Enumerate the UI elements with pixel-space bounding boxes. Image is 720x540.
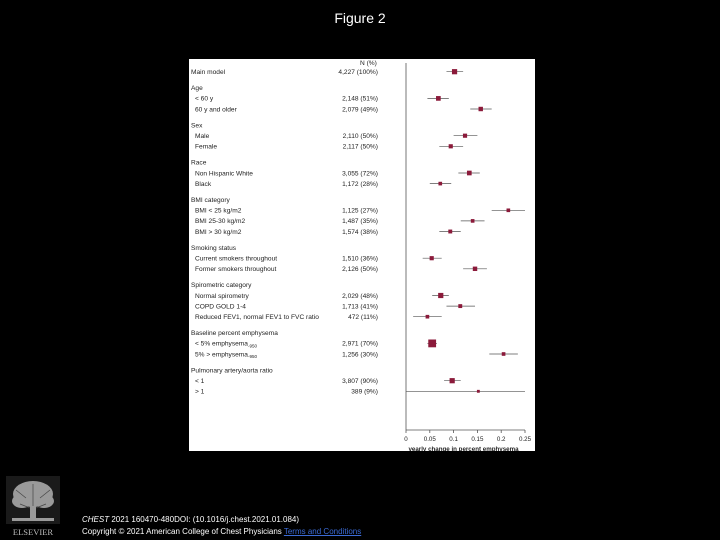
elsevier-logo (6, 476, 60, 538)
row-n-value: 1,256 (30%) (342, 351, 378, 359)
row-label: BMI < 25 kg/m2 (195, 207, 242, 215)
row-label: Former smokers throughout (195, 266, 277, 274)
x-tick-label: 0.15 (471, 436, 484, 443)
row-n-value: 2,148 (51%) (342, 95, 378, 103)
group-title: Pulmonary artery/aorta ratio (191, 367, 273, 375)
row-n-value: 1,510 (36%) (342, 255, 378, 263)
point-estimate (438, 293, 443, 298)
point-estimate (507, 208, 511, 212)
group-title: Age (191, 85, 203, 93)
group-title: Race (191, 159, 207, 167)
row-label: Non Hispanic White (195, 170, 253, 178)
group-title: Baseline percent emphysema (191, 330, 278, 338)
row-n-value: 1,487 (35%) (342, 218, 378, 226)
row-label-subscript: -950 (247, 354, 257, 360)
point-estimate (467, 171, 472, 176)
journal-name: CHEST (82, 515, 110, 524)
row-n-value: 2,117 (50%) (342, 143, 378, 151)
citation-doi: 2021 160470-480DOI: (10.1016/j.chest.2021.01.084) (109, 515, 300, 524)
x-tick-label: 0.1 (449, 436, 458, 443)
row-label: Current smokers throughout (195, 255, 278, 263)
row-n-value: 1,125 (27%) (342, 207, 378, 215)
row-n-value: 389 (9%) (351, 388, 378, 396)
point-estimate (471, 219, 475, 223)
point-estimate (436, 96, 441, 101)
point-estimate (479, 107, 483, 111)
row-label: < 5% emphysema$_{-950}$ (195, 340, 257, 349)
row-label: < 60 y (195, 95, 214, 103)
row-label: < 1 (195, 378, 205, 385)
row-n-value: 2,971 (70%) (342, 340, 378, 348)
row-n-value: 472 (11%) (348, 314, 378, 321)
point-estimate (502, 352, 506, 356)
row-n-value: 1,713 (41%) (342, 303, 378, 311)
group-title: Spirometric category (191, 282, 252, 290)
row-label: Normal spirometry (195, 292, 249, 300)
terms-link[interactable]: Terms and Conditions (283, 527, 362, 536)
x-tick-label: 0.25 (518, 436, 532, 443)
group-title: Sex (191, 122, 203, 130)
row-label: BMI > 30 kg/m2 (195, 228, 242, 236)
row-label: > 1 (195, 388, 205, 396)
row-label: Black (195, 180, 212, 188)
x-tick-label: 0.05 (423, 436, 436, 443)
row-label: BMI 25-30 kg/m2 (195, 218, 246, 226)
row-n-value: 2,126 (50%) (342, 266, 378, 274)
main-model-label: Main model (191, 69, 226, 76)
row-label: Reduced FEV1, normal FEV1 to FVC ratio (195, 314, 319, 321)
x-axis-label: yearly change in percent emphysema (408, 446, 519, 451)
row-label: 60 y and older (195, 106, 237, 114)
point-estimate (430, 256, 434, 260)
row-n-value: 2,029 (48%) (342, 292, 378, 300)
point-estimate (452, 69, 457, 74)
point-estimate (450, 378, 455, 383)
point-estimate (428, 340, 436, 348)
point-estimate (449, 144, 453, 148)
x-tick-label: 0 (404, 436, 408, 443)
row-label-subscript: -950 (247, 343, 257, 349)
figure-title: Figure 2 (334, 10, 386, 26)
row-label: COPD GOLD 1-4 (195, 303, 246, 311)
publisher-name: ELSEVIER (12, 527, 54, 537)
group-title: Smoking status (191, 244, 237, 252)
row-label: Female (195, 143, 217, 151)
citation-block (82, 514, 361, 538)
citation-line-1 (82, 514, 361, 526)
group-title: BMI category (191, 197, 230, 204)
point-estimate (477, 390, 480, 393)
row-n-value: 2,079 (49%) (342, 106, 378, 114)
citation-line-2 (82, 526, 361, 538)
forest-plot (189, 59, 535, 451)
point-estimate (463, 134, 467, 138)
point-estimate (448, 230, 452, 234)
row-n-value: 3,055 (72%) (342, 170, 378, 178)
row-n-value: 1,172 (28%) (342, 180, 378, 188)
point-estimate (473, 267, 477, 271)
x-tick-label: 0.2 (496, 436, 506, 443)
row-n-value: 4,227 (100%) (338, 69, 378, 76)
point-estimate (426, 315, 430, 319)
row-label: Male (195, 133, 210, 140)
row-n-value: 3,807 (90%) (342, 378, 378, 385)
row-n-value: 1,574 (38%) (342, 228, 378, 236)
row-label: 5% > emphysema$_{-950}$ (195, 351, 257, 360)
forest-plot-panel (189, 59, 535, 451)
row-n-value: 2,110 (50%) (342, 133, 378, 140)
copyright-text: Copyright © 2021 American College of Chest Physicians (82, 527, 284, 536)
point-estimate (438, 182, 442, 186)
point-estimate (458, 304, 462, 308)
n-column-header: N (%) (360, 60, 377, 67)
